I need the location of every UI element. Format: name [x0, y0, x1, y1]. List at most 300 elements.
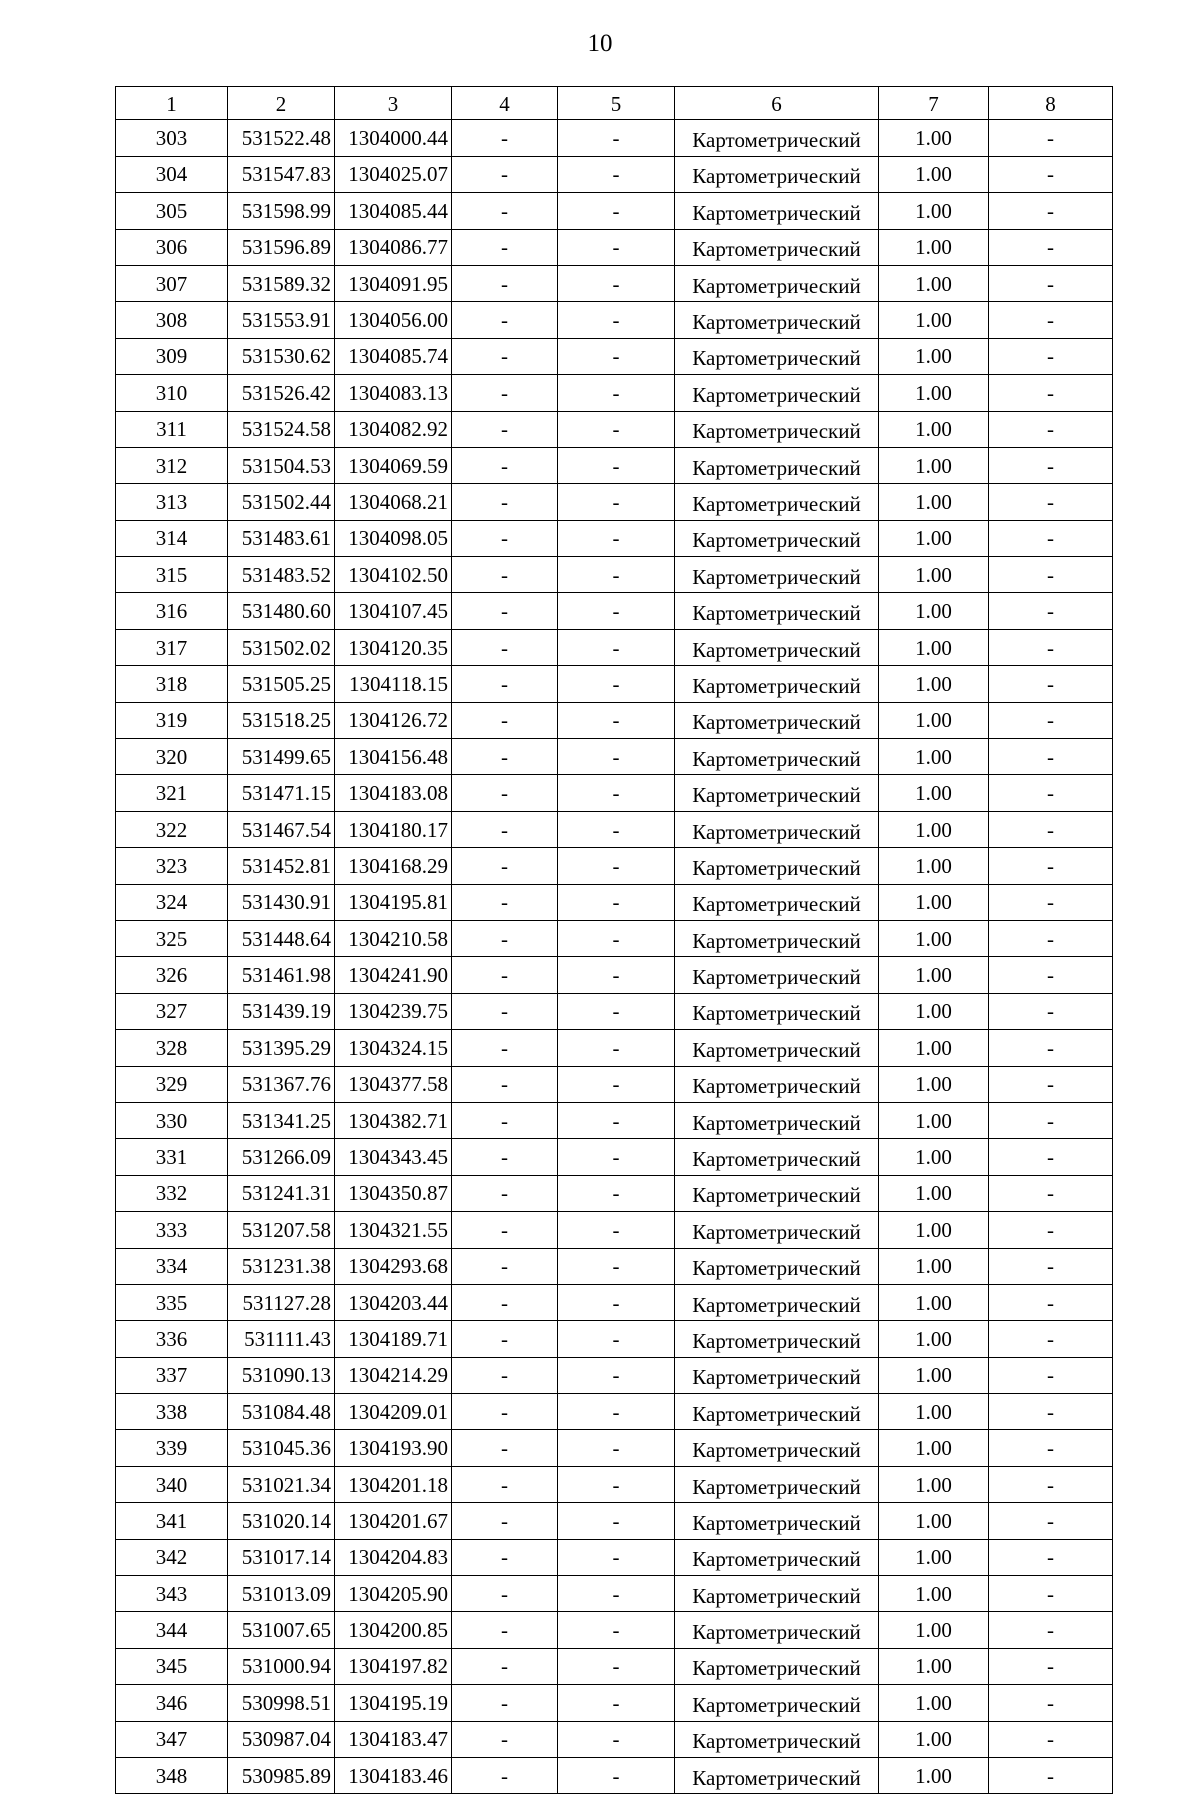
table-body [116, 120, 1113, 1794]
column-4-cell: - [452, 447, 558, 483]
column-8-cell: - [989, 484, 1113, 520]
y-coordinate-cell: 1304324.15 [335, 1030, 452, 1066]
column-4-cell: - [452, 1466, 558, 1502]
column-8-cell: - [989, 520, 1113, 556]
column-4-cell: - [452, 1175, 558, 1211]
column-8-cell: - [989, 411, 1113, 447]
column-4-cell: - [452, 775, 558, 811]
table-row [116, 1394, 1113, 1430]
accuracy-cell: 1.00 [879, 739, 989, 775]
accuracy-cell: 1.00 [879, 1648, 989, 1684]
accuracy-cell: 1.00 [879, 775, 989, 811]
column-5-cell: - [558, 1394, 675, 1430]
column-8-cell: - [989, 375, 1113, 411]
column-4-cell: - [452, 1539, 558, 1575]
column-5-cell: - [558, 229, 675, 265]
y-coordinate-cell: 1304197.82 [335, 1648, 452, 1684]
table-header-row [116, 87, 1113, 120]
point-number-cell: 308 [116, 302, 228, 338]
x-coordinate-cell: 530987.04 [228, 1721, 335, 1757]
y-coordinate-cell: 1304209.01 [335, 1394, 452, 1430]
accuracy-cell: 1.00 [879, 666, 989, 702]
method-cell: Картометрический [675, 520, 879, 556]
column-8-cell: - [989, 302, 1113, 338]
x-coordinate-cell: 531547.83 [228, 156, 335, 192]
column-8-cell: - [989, 1102, 1113, 1138]
column-8-cell: - [989, 848, 1113, 884]
point-number-cell: 339 [116, 1430, 228, 1466]
point-number-cell: 320 [116, 739, 228, 775]
point-number-cell: 327 [116, 993, 228, 1029]
accuracy-cell: 1.00 [879, 593, 989, 629]
table-row [116, 156, 1113, 192]
column-5-cell: - [558, 1357, 675, 1393]
accuracy-cell: 1.00 [879, 702, 989, 738]
column-8-cell: - [989, 265, 1113, 301]
column-8-cell: - [989, 1175, 1113, 1211]
column-8-cell: - [989, 1612, 1113, 1648]
column-4-cell: - [452, 1648, 558, 1684]
y-coordinate-cell: 1304000.44 [335, 120, 452, 156]
column-4-cell: - [452, 557, 558, 593]
column-5-cell: - [558, 1539, 675, 1575]
point-number-cell: 303 [116, 120, 228, 156]
x-coordinate-cell: 531452.81 [228, 848, 335, 884]
method-cell: Картометрический [675, 1139, 879, 1175]
accuracy-cell: 1.00 [879, 1102, 989, 1138]
point-number-cell: 310 [116, 375, 228, 411]
column-8-cell: - [989, 920, 1113, 956]
accuracy-cell: 1.00 [879, 1721, 989, 1757]
table-row [116, 557, 1113, 593]
column-8-cell: - [989, 229, 1113, 265]
method-cell: Картометрический [675, 739, 879, 775]
method-cell: Картометрический [675, 702, 879, 738]
table-row [116, 811, 1113, 847]
column-5-cell: - [558, 1284, 675, 1320]
y-coordinate-cell: 1304180.17 [335, 811, 452, 847]
column-4-cell: - [452, 1248, 558, 1284]
column-5-cell: - [558, 1576, 675, 1612]
point-number-cell: 313 [116, 484, 228, 520]
coordinates-table [115, 86, 1113, 1794]
y-coordinate-cell: 1304156.48 [335, 739, 452, 775]
table-row [116, 302, 1113, 338]
accuracy-cell: 1.00 [879, 375, 989, 411]
column-4-cell: - [452, 484, 558, 520]
point-number-cell: 305 [116, 193, 228, 229]
method-cell: Картометрический [675, 1721, 879, 1757]
x-coordinate-cell: 531480.60 [228, 593, 335, 629]
y-coordinate-cell: 1304241.90 [335, 957, 452, 993]
x-coordinate-cell: 531483.61 [228, 520, 335, 556]
accuracy-cell: 1.00 [879, 1685, 989, 1721]
method-cell: Картометрический [675, 920, 879, 956]
accuracy-cell: 1.00 [879, 993, 989, 1029]
column-4-cell: - [452, 229, 558, 265]
column-5-cell: - [558, 1685, 675, 1721]
y-coordinate-cell: 1304183.46 [335, 1757, 452, 1793]
method-cell: Картометрический [675, 1503, 879, 1539]
point-number-cell: 345 [116, 1648, 228, 1684]
column-header: 6 [675, 87, 879, 120]
accuracy-cell: 1.00 [879, 1503, 989, 1539]
y-coordinate-cell: 1304239.75 [335, 993, 452, 1029]
column-header: 5 [558, 87, 675, 120]
column-4-cell: - [452, 1576, 558, 1612]
x-coordinate-cell: 531367.76 [228, 1066, 335, 1102]
column-5-cell: - [558, 739, 675, 775]
column-8-cell: - [989, 1321, 1113, 1357]
point-number-cell: 314 [116, 520, 228, 556]
x-coordinate-cell: 531045.36 [228, 1430, 335, 1466]
accuracy-cell: 1.00 [879, 557, 989, 593]
column-4-cell: - [452, 1503, 558, 1539]
accuracy-cell: 1.00 [879, 1175, 989, 1211]
accuracy-cell: 1.00 [879, 629, 989, 665]
table-row [116, 957, 1113, 993]
table-row [116, 1066, 1113, 1102]
point-number-cell: 307 [116, 265, 228, 301]
column-5-cell: - [558, 1212, 675, 1248]
column-4-cell: - [452, 848, 558, 884]
point-number-cell: 322 [116, 811, 228, 847]
accuracy-cell: 1.00 [879, 1539, 989, 1575]
y-coordinate-cell: 1304068.21 [335, 484, 452, 520]
y-coordinate-cell: 1304168.29 [335, 848, 452, 884]
table-row [116, 1175, 1113, 1211]
column-4-cell: - [452, 1102, 558, 1138]
table-row [116, 666, 1113, 702]
x-coordinate-cell: 531231.38 [228, 1248, 335, 1284]
y-coordinate-cell: 1304321.55 [335, 1212, 452, 1248]
accuracy-cell: 1.00 [879, 1030, 989, 1066]
column-4-cell: - [452, 156, 558, 192]
accuracy-cell: 1.00 [879, 848, 989, 884]
y-coordinate-cell: 1304214.29 [335, 1357, 452, 1393]
table-row [116, 993, 1113, 1029]
column-8-cell: - [989, 1066, 1113, 1102]
column-8-cell: - [989, 1248, 1113, 1284]
y-coordinate-cell: 1304102.50 [335, 557, 452, 593]
point-number-cell: 347 [116, 1721, 228, 1757]
table-row [116, 193, 1113, 229]
point-number-cell: 332 [116, 1175, 228, 1211]
column-4-cell: - [452, 1321, 558, 1357]
x-coordinate-cell: 531439.19 [228, 993, 335, 1029]
column-4-cell: - [452, 1430, 558, 1466]
table-row [116, 1648, 1113, 1684]
method-cell: Картометрический [675, 1066, 879, 1102]
table-row [116, 229, 1113, 265]
method-cell: Картометрический [675, 1466, 879, 1502]
column-5-cell: - [558, 1248, 675, 1284]
column-5-cell: - [558, 447, 675, 483]
accuracy-cell: 1.00 [879, 120, 989, 156]
column-4-cell: - [452, 739, 558, 775]
table-row [116, 1357, 1113, 1393]
column-5-cell: - [558, 775, 675, 811]
point-number-cell: 324 [116, 884, 228, 920]
column-5-cell: - [558, 702, 675, 738]
method-cell: Картометрический [675, 1248, 879, 1284]
table-row [116, 1466, 1113, 1502]
x-coordinate-cell: 531021.34 [228, 1466, 335, 1502]
y-coordinate-cell: 1304118.15 [335, 666, 452, 702]
column-8-cell: - [989, 156, 1113, 192]
x-coordinate-cell: 531020.14 [228, 1503, 335, 1539]
column-8-cell: - [989, 1576, 1113, 1612]
y-coordinate-cell: 1304200.85 [335, 1612, 452, 1648]
method-cell: Картометрический [675, 629, 879, 665]
page-number: 10 [587, 30, 613, 57]
point-number-cell: 344 [116, 1612, 228, 1648]
table-row [116, 1539, 1113, 1575]
column-8-cell: - [989, 1721, 1113, 1757]
y-coordinate-cell: 1304082.92 [335, 411, 452, 447]
table-row [116, 1757, 1113, 1793]
column-8-cell: - [989, 1466, 1113, 1502]
table-row [116, 411, 1113, 447]
y-coordinate-cell: 1304382.71 [335, 1102, 452, 1138]
x-coordinate-cell: 531013.09 [228, 1576, 335, 1612]
y-coordinate-cell: 1304098.05 [335, 520, 452, 556]
column-8-cell: - [989, 702, 1113, 738]
x-coordinate-cell: 531461.98 [228, 957, 335, 993]
column-8-cell: - [989, 957, 1113, 993]
column-8-cell: - [989, 1139, 1113, 1175]
column-4-cell: - [452, 375, 558, 411]
x-coordinate-cell: 531395.29 [228, 1030, 335, 1066]
column-5-cell: - [558, 1102, 675, 1138]
y-coordinate-cell: 1304091.95 [335, 265, 452, 301]
column-8-cell: - [989, 447, 1113, 483]
x-coordinate-cell: 531524.58 [228, 411, 335, 447]
table-row [116, 848, 1113, 884]
column-4-cell: - [452, 1212, 558, 1248]
column-8-cell: - [989, 993, 1113, 1029]
point-number-cell: 330 [116, 1102, 228, 1138]
x-coordinate-cell: 531553.91 [228, 302, 335, 338]
table-row [116, 1721, 1113, 1757]
table-row [116, 629, 1113, 665]
y-coordinate-cell: 1304083.13 [335, 375, 452, 411]
method-cell: Картометрический [675, 156, 879, 192]
accuracy-cell: 1.00 [879, 920, 989, 956]
column-4-cell: - [452, 1139, 558, 1175]
accuracy-cell: 1.00 [879, 1357, 989, 1393]
column-4-cell: - [452, 1612, 558, 1648]
column-4-cell: - [452, 702, 558, 738]
x-coordinate-cell: 531502.44 [228, 484, 335, 520]
method-cell: Картометрический [675, 557, 879, 593]
column-5-cell: - [558, 156, 675, 192]
y-coordinate-cell: 1304377.58 [335, 1066, 452, 1102]
column-5-cell: - [558, 848, 675, 884]
method-cell: Картометрический [675, 811, 879, 847]
accuracy-cell: 1.00 [879, 1576, 989, 1612]
column-5-cell: - [558, 1648, 675, 1684]
x-coordinate-cell: 531000.94 [228, 1648, 335, 1684]
accuracy-cell: 1.00 [879, 1066, 989, 1102]
column-5-cell: - [558, 957, 675, 993]
table-row [116, 1284, 1113, 1320]
point-number-cell: 328 [116, 1030, 228, 1066]
column-5-cell: - [558, 1321, 675, 1357]
column-4-cell: - [452, 1357, 558, 1393]
y-coordinate-cell: 1304189.71 [335, 1321, 452, 1357]
table-row [116, 338, 1113, 374]
table-row [116, 520, 1113, 556]
column-5-cell: - [558, 1139, 675, 1175]
accuracy-cell: 1.00 [879, 1430, 989, 1466]
column-header: 2 [228, 87, 335, 120]
column-8-cell: - [989, 811, 1113, 847]
column-4-cell: - [452, 193, 558, 229]
point-number-cell: 331 [116, 1139, 228, 1175]
column-8-cell: - [989, 1284, 1113, 1320]
column-header: 1 [116, 87, 228, 120]
method-cell: Картометрический [675, 848, 879, 884]
x-coordinate-cell: 531522.48 [228, 120, 335, 156]
method-cell: Картометрический [675, 1757, 879, 1793]
y-coordinate-cell: 1304086.77 [335, 229, 452, 265]
column-5-cell: - [558, 1612, 675, 1648]
accuracy-cell: 1.00 [879, 411, 989, 447]
column-5-cell: - [558, 1721, 675, 1757]
x-coordinate-cell: 531266.09 [228, 1139, 335, 1175]
method-cell: Картометрический [675, 1284, 879, 1320]
column-8-cell: - [989, 1030, 1113, 1066]
y-coordinate-cell: 1304350.87 [335, 1175, 452, 1211]
accuracy-cell: 1.00 [879, 811, 989, 847]
table-row [116, 1212, 1113, 1248]
point-number-cell: 341 [116, 1503, 228, 1539]
accuracy-cell: 1.00 [879, 302, 989, 338]
column-5-cell: - [558, 993, 675, 1029]
column-5-cell: - [558, 120, 675, 156]
accuracy-cell: 1.00 [879, 1284, 989, 1320]
column-4-cell: - [452, 120, 558, 156]
column-5-cell: - [558, 265, 675, 301]
method-cell: Картометрический [675, 1612, 879, 1648]
accuracy-cell: 1.00 [879, 1466, 989, 1502]
x-coordinate-cell: 531530.62 [228, 338, 335, 374]
column-header: 7 [879, 87, 989, 120]
method-cell: Картометрический [675, 1576, 879, 1612]
accuracy-cell: 1.00 [879, 1757, 989, 1793]
accuracy-cell: 1.00 [879, 957, 989, 993]
column-8-cell: - [989, 593, 1113, 629]
column-5-cell: - [558, 1466, 675, 1502]
x-coordinate-cell: 531596.89 [228, 229, 335, 265]
column-8-cell: - [989, 1357, 1113, 1393]
x-coordinate-cell: 530985.89 [228, 1757, 335, 1793]
column-header: 8 [989, 87, 1113, 120]
column-4-cell: - [452, 1721, 558, 1757]
column-4-cell: - [452, 1030, 558, 1066]
column-8-cell: - [989, 1430, 1113, 1466]
point-number-cell: 323 [116, 848, 228, 884]
table-row [116, 1576, 1113, 1612]
method-cell: Картометрический [675, 375, 879, 411]
point-number-cell: 346 [116, 1685, 228, 1721]
point-number-cell: 336 [116, 1321, 228, 1357]
column-8-cell: - [989, 775, 1113, 811]
method-cell: Картометрический [675, 120, 879, 156]
method-cell: Картометрический [675, 1212, 879, 1248]
method-cell: Картометрический [675, 193, 879, 229]
table-row [116, 1503, 1113, 1539]
table-row [116, 593, 1113, 629]
table-row [116, 702, 1113, 738]
x-coordinate-cell: 531526.42 [228, 375, 335, 411]
column-4-cell: - [452, 957, 558, 993]
method-cell: Картометрический [675, 1539, 879, 1575]
point-number-cell: 329 [116, 1066, 228, 1102]
y-coordinate-cell: 1304025.07 [335, 156, 452, 192]
accuracy-cell: 1.00 [879, 447, 989, 483]
point-number-cell: 348 [116, 1757, 228, 1793]
accuracy-cell: 1.00 [879, 1394, 989, 1430]
y-coordinate-cell: 1304293.68 [335, 1248, 452, 1284]
x-coordinate-cell: 531518.25 [228, 702, 335, 738]
table-row [116, 447, 1113, 483]
column-4-cell: - [452, 593, 558, 629]
column-8-cell: - [989, 120, 1113, 156]
accuracy-cell: 1.00 [879, 193, 989, 229]
method-cell: Картометрический [675, 338, 879, 374]
x-coordinate-cell: 531007.65 [228, 1612, 335, 1648]
column-8-cell: - [989, 557, 1113, 593]
column-5-cell: - [558, 884, 675, 920]
method-cell: Картометрический [675, 775, 879, 811]
point-number-cell: 326 [116, 957, 228, 993]
column-5-cell: - [558, 920, 675, 956]
column-8-cell: - [989, 1648, 1113, 1684]
accuracy-cell: 1.00 [879, 229, 989, 265]
point-number-cell: 338 [116, 1394, 228, 1430]
point-number-cell: 333 [116, 1212, 228, 1248]
y-coordinate-cell: 1304210.58 [335, 920, 452, 956]
accuracy-cell: 1.00 [879, 1248, 989, 1284]
column-5-cell: - [558, 1066, 675, 1102]
method-cell: Картометрический [675, 1394, 879, 1430]
accuracy-cell: 1.00 [879, 1612, 989, 1648]
column-4-cell: - [452, 520, 558, 556]
column-5-cell: - [558, 411, 675, 447]
column-5-cell: - [558, 1030, 675, 1066]
method-cell: Картометрический [675, 1030, 879, 1066]
y-coordinate-cell: 1304120.35 [335, 629, 452, 665]
method-cell: Картометрический [675, 411, 879, 447]
column-8-cell: - [989, 338, 1113, 374]
x-coordinate-cell: 531467.54 [228, 811, 335, 847]
point-number-cell: 340 [116, 1466, 228, 1502]
accuracy-cell: 1.00 [879, 484, 989, 520]
column-8-cell: - [989, 739, 1113, 775]
y-coordinate-cell: 1304195.81 [335, 884, 452, 920]
point-number-cell: 337 [116, 1357, 228, 1393]
y-coordinate-cell: 1304204.83 [335, 1539, 452, 1575]
accuracy-cell: 1.00 [879, 1212, 989, 1248]
y-coordinate-cell: 1304085.74 [335, 338, 452, 374]
column-5-cell: - [558, 1503, 675, 1539]
x-coordinate-cell: 531483.52 [228, 557, 335, 593]
x-coordinate-cell: 531448.64 [228, 920, 335, 956]
accuracy-cell: 1.00 [879, 520, 989, 556]
column-4-cell: - [452, 1757, 558, 1793]
